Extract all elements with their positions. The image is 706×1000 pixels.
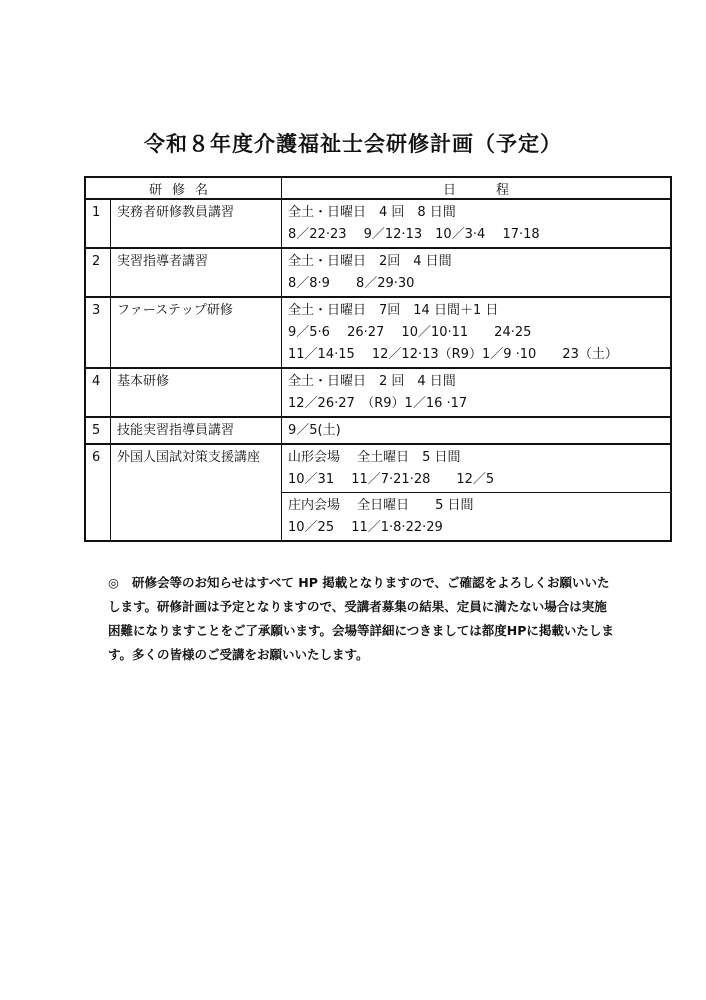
course-name: 実習指導者講習 xyxy=(111,248,282,297)
table-row xyxy=(85,444,671,493)
course-number: 5 xyxy=(85,417,111,444)
table-row xyxy=(85,199,671,248)
course-number: 3 xyxy=(85,297,111,368)
course-schedule xyxy=(282,417,672,444)
schedule-line: 9／5(土) xyxy=(288,423,341,438)
schedule-line: 全土・日曜日 2 回 4 日間 xyxy=(288,374,456,389)
table-row xyxy=(85,248,671,297)
schedule-line: 10／25 11／1·8·22·29 xyxy=(288,520,443,535)
double-circle-mark: ◎ xyxy=(108,575,119,590)
course-schedule xyxy=(282,199,672,248)
header-schedule: 日程 xyxy=(282,177,672,199)
notice-body: 研修会等のお知らせはすべて HP 掲載となりますので、ご確認をよろしくお願いいたします。研修計画は予定となりますので、受講者募集の結果、定員に満たない場合は実施困難になりますことをご了承願います。会場等詳細につきましては都度HPに掲載いたします。多くの皆様のご受講をお願いいたします。 xyxy=(108,575,614,662)
schedule-line: 12／26·27 （R9）1／16 ·17 xyxy=(288,396,468,411)
course-name: 基本研修 xyxy=(111,368,282,417)
course-number xyxy=(85,493,111,542)
course-number: 2 xyxy=(85,248,111,297)
course-schedule xyxy=(282,368,672,417)
page-title: 令和８年度介護福祉士会研修計画（予定） xyxy=(144,132,562,156)
course-number: 1 xyxy=(85,199,111,248)
course-number: 4 xyxy=(85,368,111,417)
course-schedule xyxy=(282,493,672,542)
training-schedule-table xyxy=(84,176,672,542)
course-schedule xyxy=(282,248,672,297)
schedule-line: 9／5·6 26·27 10／10·11 24·25 xyxy=(288,325,532,340)
table-row xyxy=(85,368,671,417)
course-name: 技能実習指導員講習 xyxy=(111,417,282,444)
table-row xyxy=(85,417,671,444)
schedule-line: 8／8·9 8／29·30 xyxy=(288,276,415,291)
schedule-line: 山形会場 全土曜日 5 日間 xyxy=(288,450,461,465)
schedule-line: 11／14·15 12／12·13（R9）1／9 ·10 23（土） xyxy=(288,347,618,362)
schedule-line: 8／22·23 9／12·13 10／3·4 17·18 xyxy=(288,227,540,242)
header-course-name: 研修名 xyxy=(85,177,282,199)
notice-text xyxy=(108,571,618,667)
table-row xyxy=(85,297,671,368)
course-name: 実務者研修教員講習 xyxy=(111,199,282,248)
course-schedule xyxy=(282,297,672,368)
schedule-line: 全土・日曜日 4 回 8 日間 xyxy=(288,205,456,220)
course-schedule xyxy=(282,444,672,493)
schedule-line: 全土・日曜日 7回 14 日間＋1 日 xyxy=(288,303,499,318)
course-number: 6 xyxy=(85,444,111,493)
schedule-line: 全土・日曜日 2回 4 日間 xyxy=(288,254,452,269)
schedule-line: 庄内会場 全日曜日 5 日間 xyxy=(288,498,474,513)
schedule-line: 10／31 11／7·21·28 12／5 xyxy=(288,472,495,487)
table-body xyxy=(85,199,671,541)
course-name: 外国人国試対策支援講座 xyxy=(111,444,282,493)
course-name xyxy=(111,493,282,542)
table-row xyxy=(85,493,671,542)
table-header-row xyxy=(85,177,671,199)
course-name: ファーステップ研修 xyxy=(111,297,282,368)
